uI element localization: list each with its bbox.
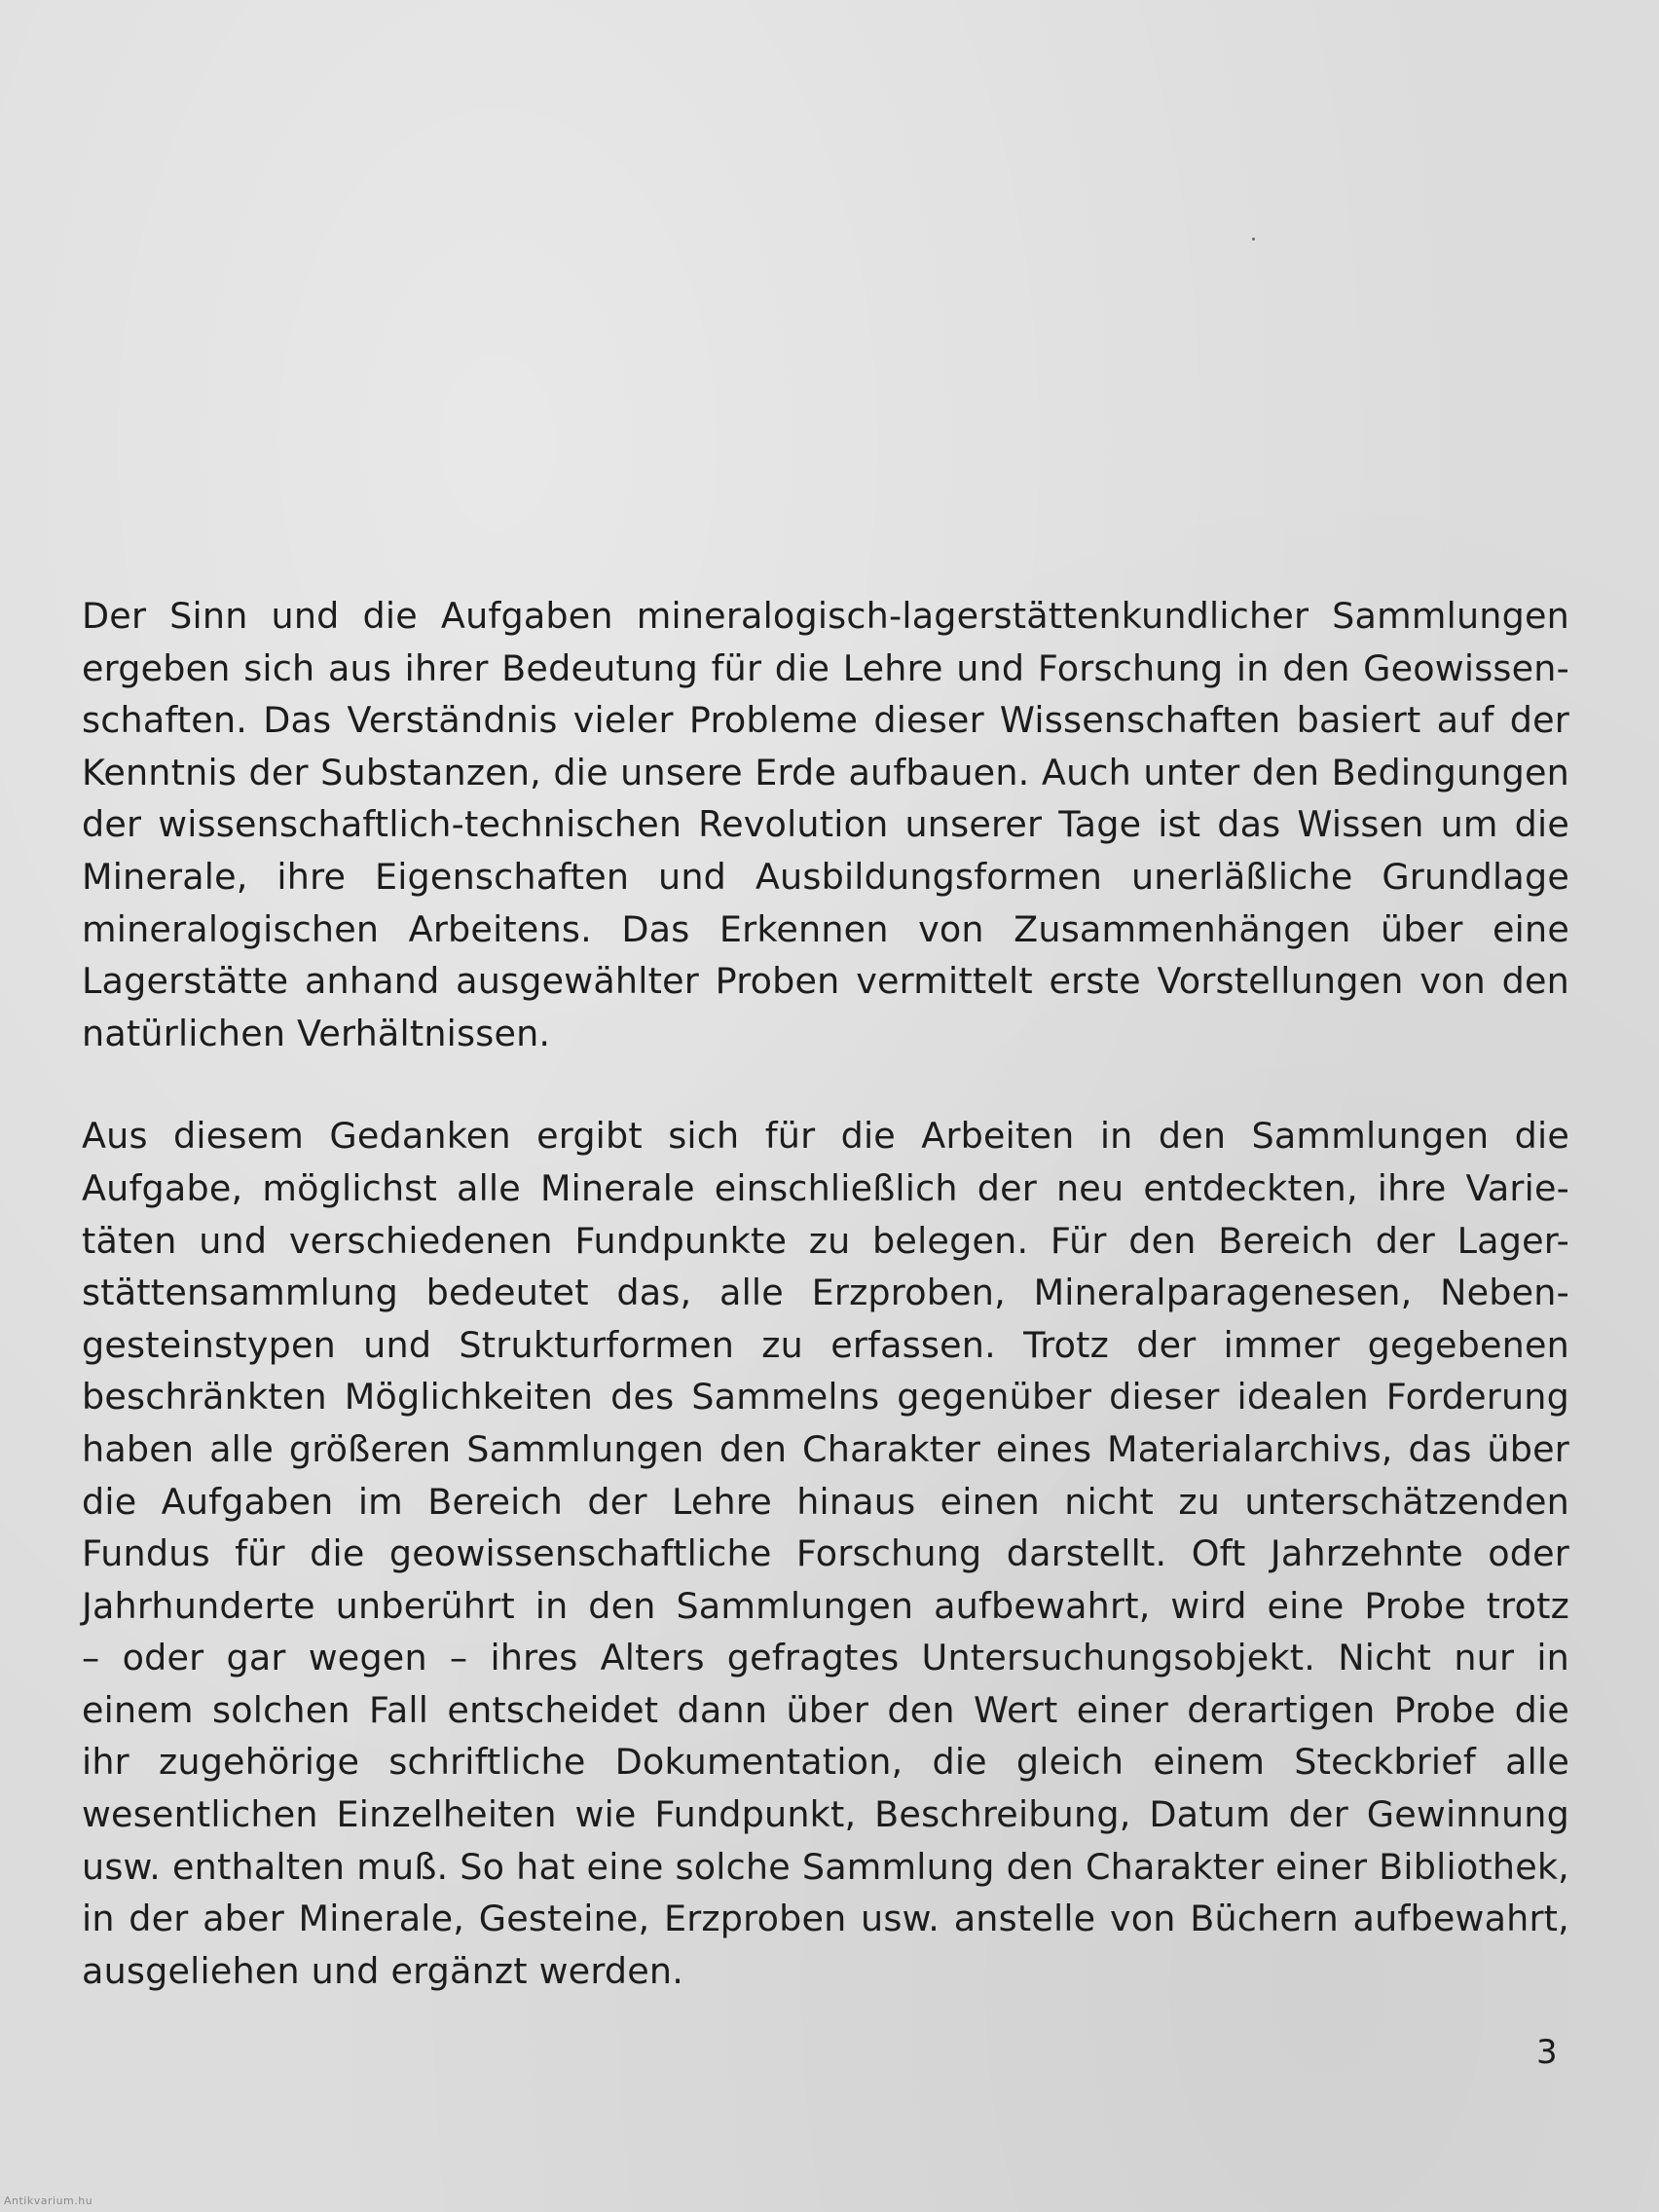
text-line: Der Sinn und die Aufgaben mineralogisch-lagerstättenkundlicher Sammlungen [82, 595, 1569, 637]
paragraph-2 [82, 1110, 1569, 1997]
text-line: – oder gar wegen – ihres Alters gefragtes Untersuchungsobjekt. Nicht nur in [82, 1637, 1569, 1679]
text-line: wesentlichen Einzelheiten wie Fundpunkt, Beschreibung, Datum der Gewinnung [82, 1793, 1569, 1836]
text-line: Jahrhunderte unberührt in den Sammlungen aufbewahrt, wird eine Probe trotz [82, 1584, 1569, 1627]
text-line: Minerale, ihre Eigenschaften und Ausbildungsformen unerläßliche Grundlage [82, 855, 1569, 898]
text-line: Aufgabe, möglichst alle Minerale einschließlich der neu entdeckten, ihre Varie- [82, 1166, 1569, 1209]
text-line: Kenntnis der Substanzen, die unsere Erde aufbauen. Auch unter den Bedingungen [82, 751, 1569, 793]
text-line: mineralogischen Arbeitens. Das Erkennen von Zusammenhängen über eine [82, 907, 1569, 950]
text-line: gesteinstypen und Strukturformen zu erfassen. Trotz der immer gegebenen [82, 1323, 1569, 1366]
text-line: einem solchen Fall entscheidet dann über den Wert einer derartigen Probe die [82, 1688, 1569, 1731]
text-line: usw. enthalten muß. So hat eine solche Sammlung den Charakter einer Bibliothek, [82, 1845, 1569, 1888]
text-line: die Aufgaben im Bereich der Lehre hinaus einen nicht zu unterschätzenden [82, 1480, 1569, 1523]
text-line: in der aber Minerale, Gesteine, Erzproben usw. anstelle von Büchern aufbewahrt, [82, 1898, 1569, 1940]
page-number: 3 [1536, 2033, 1558, 2072]
text-line: ihr zugehörige schriftliche Dokumentation, die gleich einem Steckbrief alle [82, 1741, 1569, 1784]
body-text [82, 590, 1569, 1997]
text-line: Fundus für die geowissenschaftliche Forschung darstellt. Oft Jahrzehnte oder [82, 1532, 1569, 1575]
watermark: Antikvarium.hu [4, 2194, 93, 2207]
paragraph-1 [82, 590, 1569, 1059]
text-line: ergeben sich aus ihrer Bedeutung für die Lehre und Forschung in den Geowissen- [82, 646, 1569, 689]
text-line: täten und verschiedenen Fundpunkte zu belegen. Für den Bereich der Lager- [82, 1219, 1569, 1262]
text-line: beschränkten Möglichkeiten des Sammelns gegenüber dieser idealen Forderung [82, 1376, 1569, 1419]
text-line: stättensammlung bedeutet das, alle Erzproben, Mineralparagenesen, Neben- [82, 1272, 1569, 1314]
text-line: haben alle größeren Sammlungen den Charakter eines Materialarchivs, das über [82, 1427, 1569, 1470]
paper-speck [1252, 238, 1255, 240]
text-line: der wissenschaftlich-technischen Revolution unserer Tage ist das Wissen um die [82, 803, 1569, 846]
text-line: ausgeliehen und ergänzt werden. [82, 1949, 684, 1992]
text-line: natürlichen Verhältnissen. [82, 1012, 551, 1054]
text-line: Aus diesem Gedanken ergibt sich für die Arbeiten in den Sammlungen die [82, 1115, 1569, 1158]
text-line: Lagerstätte anhand ausgewählter Proben vermittelt erste Vorstellungen von den [82, 960, 1569, 1003]
text-line: schaften. Das Verständnis vieler Probleme dieser Wissenschaften basiert auf der [82, 699, 1569, 742]
